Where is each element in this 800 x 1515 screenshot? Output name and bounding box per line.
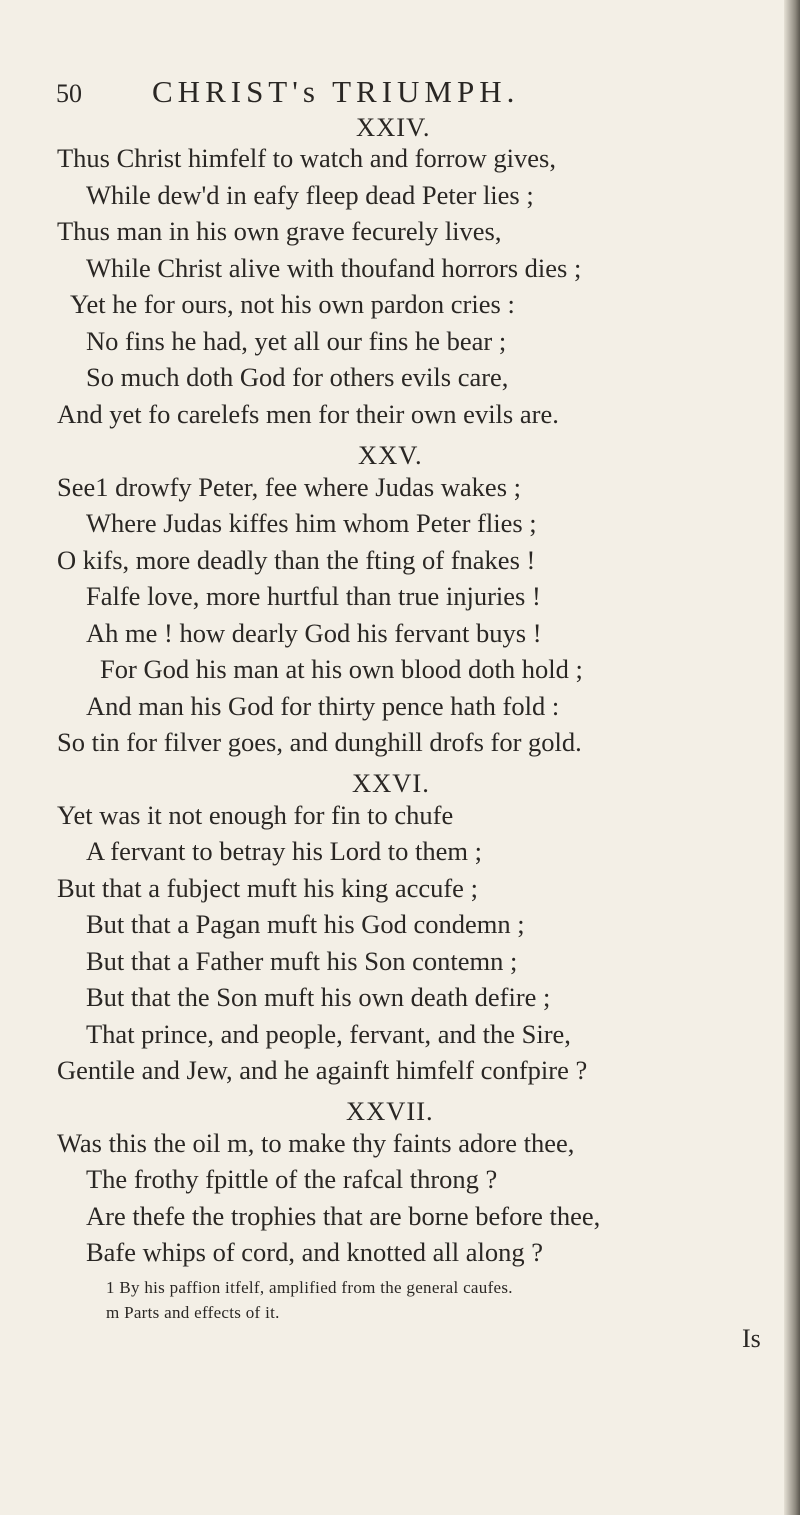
verse-line: And man his God for thirty pence hath fold : [86, 691, 560, 721]
footnote: m Parts and effects of it. [106, 1303, 280, 1322]
verse-line: But that a fubject muft his king accufe ; [57, 873, 478, 903]
stanza-numeral: XXIV. [356, 112, 431, 142]
stanza-numeral: XXV. [358, 440, 423, 470]
verse-line: Thus man in his own grave fecurely lives, [57, 216, 502, 246]
verse-line: That prince, and people, fervant, and the Sire, [86, 1019, 571, 1049]
verse-line: Where Judas kiffes him whom Peter flies ; [86, 508, 537, 538]
verse-line: So much doth God for others evils care, [86, 362, 509, 392]
verse-line: Thus Christ himfelf to watch and forrow gives, [57, 143, 556, 173]
verse-line: While dew'd in eafy fleep dead Peter lies ; [86, 180, 534, 210]
verse-line: See1 drowfy Peter, fee where Judas wakes ; [57, 472, 521, 502]
catchword: Is [742, 1324, 761, 1353]
verse-line: No fins he had, yet all our fins he bear ; [86, 326, 507, 356]
verse-line: The frothy fpittle of the rafcal throng ? [86, 1164, 498, 1194]
stanza-numeral: XXVI. [352, 768, 430, 798]
stanza-numeral: XXVII. [346, 1096, 434, 1126]
verse-line: Yet he for ours, not his own pardon cries : [70, 289, 515, 319]
page-edge-shadow [784, 0, 800, 1515]
verse-line: But that a Pagan muft his God condemn ; [86, 909, 525, 939]
verse-line: Ah me ! how dearly God his fervant buys ! [86, 618, 542, 648]
verse-line: But that the Son muft his own death defire ; [86, 982, 551, 1012]
footnote: 1 By his paffion itfelf, amplified from the general caufes. [106, 1278, 513, 1297]
verse-line: Was this the oil m, to make thy faints adore thee, [57, 1128, 575, 1158]
verse-line: So tin for filver goes, and dunghill drofs for gold. [57, 727, 582, 757]
verse-line: But that a Father muft his Son contemn ; [86, 946, 518, 976]
verse-line: Gentile and Jew, and he againft himfelf confpire ? [57, 1055, 588, 1085]
running-title: CHRIST's TRIUMPH. [152, 74, 520, 109]
verse-line: For God his man at his own blood doth hold ; [100, 654, 583, 684]
verse-line: Are thefe the trophies that are borne before thee, [86, 1201, 601, 1231]
verse-line: Falfe love, more hurtful than true injuries ! [86, 581, 541, 611]
verse-line: And yet fo carelefs men for their own evils are. [57, 399, 559, 429]
verse-line: O kifs, more deadly than the fting of fnakes ! [57, 545, 536, 575]
verse-line: Yet was it not enough for fin to chufe [57, 800, 454, 830]
verse-line: A fervant to betray his Lord to them ; [86, 836, 482, 866]
verse-line: While Christ alive with thoufand horrors dies ; [86, 253, 582, 283]
page-number: 50 [56, 79, 82, 108]
verse-line: Bafe whips of cord, and knotted all along ? [86, 1237, 543, 1267]
